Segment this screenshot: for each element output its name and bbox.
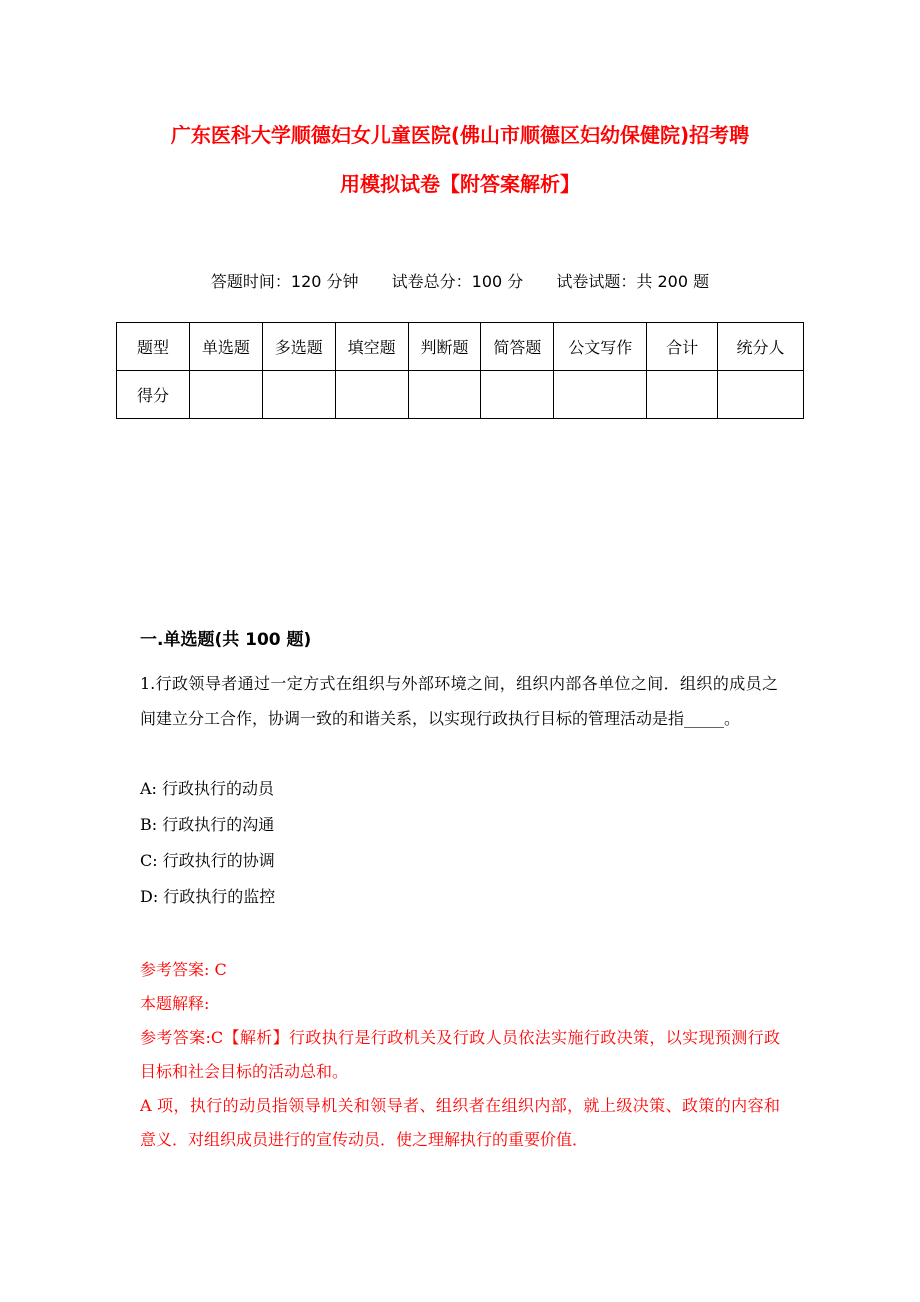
score-table-header-cell: 合计 bbox=[647, 323, 718, 371]
score-cell bbox=[189, 371, 262, 419]
score-cell bbox=[335, 371, 408, 419]
score-table-header-cell: 统分人 bbox=[718, 323, 804, 371]
option-d: D: 行政执行的监控 bbox=[140, 887, 276, 906]
section-heading: 一.单选题(共 100 题) bbox=[140, 630, 312, 650]
score-table-header-cell: 多选题 bbox=[262, 323, 335, 371]
option-b: B: 行政执行的沟通 bbox=[140, 815, 275, 834]
score-cell bbox=[554, 371, 647, 419]
score-row-label: 得分 bbox=[117, 371, 190, 419]
score-table-header-row bbox=[117, 323, 804, 371]
score-table-header-cell: 题型 bbox=[117, 323, 190, 371]
answer-block bbox=[140, 953, 780, 1157]
score-table-header-cell: 判断题 bbox=[408, 323, 481, 371]
analysis-paragraph-2: A 项，执行的动员指领导机关和领导者、组织者在组织内部，就上级决策、政策的内容和意义．对组织成员进行的宣传动员．使之理解执行的重要价值． bbox=[140, 1096, 780, 1149]
score-cell bbox=[647, 371, 718, 419]
option-a: A: 行政执行的动员 bbox=[140, 779, 275, 798]
score-cell bbox=[262, 371, 335, 419]
exam-question-count: 试卷试题：共 200 题 bbox=[556, 272, 710, 291]
score-table-score-row bbox=[117, 371, 804, 419]
score-table bbox=[116, 322, 804, 419]
document-title-line-2: 用模拟试卷【附答案解析】 bbox=[340, 172, 580, 196]
document-title-line-1: 广东医科大学顺德妇女儿童医院(佛山市顺德区妇幼保健院)招考聘 bbox=[170, 123, 750, 147]
reference-answer: 参考答案: C bbox=[140, 960, 227, 979]
score-table-header-cell: 公文写作 bbox=[554, 323, 647, 371]
explanation-label: 本题解释: bbox=[140, 994, 210, 1013]
score-table-header-cell: 单选题 bbox=[189, 323, 262, 371]
question-text: 1.行政领导者通过一定方式在组织与外部环境之间，组织内部各单位之间．组织的成员之间建立分工合作，协调一致的和谐关系，以实现行政执行目标的管理活动是指_____。 bbox=[140, 674, 778, 728]
exam-total-score: 试卷总分：100 分 bbox=[391, 272, 524, 291]
score-cell bbox=[718, 371, 804, 419]
exam-meta bbox=[0, 269, 920, 292]
analysis-paragraph-1: 参考答案:C【解析】行政执行是行政机关及行政人员依法实施行政决策，以实现预测行政目标和社会目标的活动总和。 bbox=[140, 1028, 780, 1081]
score-table-header-cell: 简答题 bbox=[481, 323, 554, 371]
exam-time: 答题时间：120 分钟 bbox=[210, 272, 359, 291]
score-table-header-cell: 填空题 bbox=[335, 323, 408, 371]
option-c: C: 行政执行的协调 bbox=[140, 851, 275, 870]
score-cell bbox=[481, 371, 554, 419]
score-cell bbox=[408, 371, 481, 419]
question-options bbox=[140, 771, 275, 915]
